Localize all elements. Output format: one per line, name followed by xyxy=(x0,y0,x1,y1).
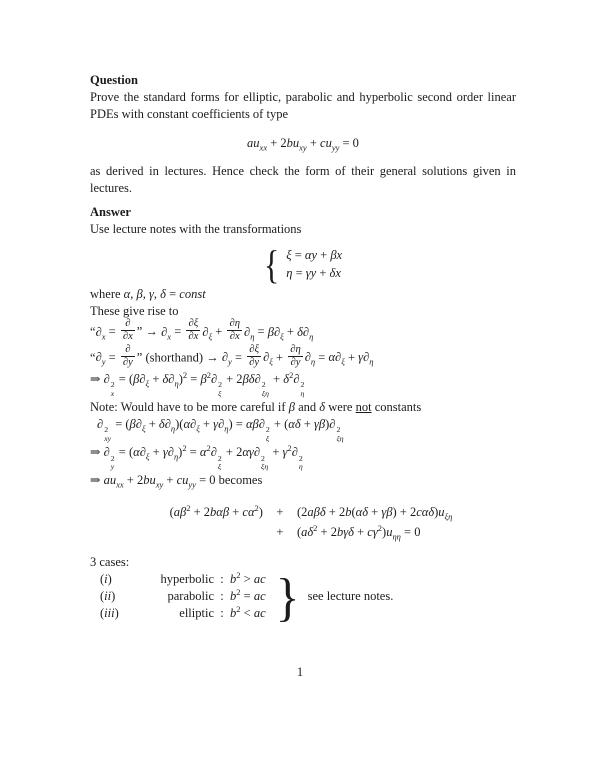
case-name-hyperbolic: hyperbolic xyxy=(160,572,214,587)
pde-equation: $au_{xx} + 2bu_{xy} + cu_{yy} = 0$ xyxy=(247,136,359,153)
where-constants-line: where α, β, γ, δ = const xyxy=(90,287,206,302)
transformed-eq-empty-cell xyxy=(170,524,263,541)
case-condition-elliptic: $b^2$ < ac xyxy=(230,604,266,621)
answer-heading: Answer xyxy=(90,205,131,219)
page-content xyxy=(90,72,516,627)
derivation-line-dy: “$\partial_y$ = $\frac{\partial}{\partial y}$ ” (shorthand) → $\partial_y$ = $\frac{\partial\xi}{\partial y}$ $\partial_\xi$ + $\frac{\partial\eta}{\partial y}$ $\partial_\eta = \alpha\partial_\xi + \gamma\partial_\eta$ xyxy=(90,343,374,368)
derivation-intro: These give rise to xyxy=(90,304,179,319)
transformed-eq-term1: $(a\beta^2 + 2b\alpha\beta + c\alpha^2)$ xyxy=(169,503,263,520)
case-name-parabolic: parabolic xyxy=(167,589,214,604)
transformed-eq-term3: $(a\delta^2 + 2b\gamma\delta + c\gamma^2)u_{\eta\eta} = 0$ xyxy=(296,523,421,542)
derivation-line-dy2: ⇒ ∂ 2 y = $(\alpha\partial_\xi + \gamma\partial_\eta)^2 = \alpha^2\partial$ 2 ξ + 2αγ∂ 2 ξη + $\gamma^2\partial$ 2 η xyxy=(90,443,303,472)
system-line-xi: ξ = αy + βx xyxy=(286,248,343,262)
case-colon-parabolic: : xyxy=(220,589,224,604)
case-name-elliptic: elliptic xyxy=(179,606,214,621)
question-heading: Question xyxy=(90,73,138,87)
question-outro: as derived in lectures. Hence check the form of their general solutions given in lectures. xyxy=(90,164,516,195)
system-lines xyxy=(286,246,342,282)
transformed-eq-term2: $(2a\beta\delta + 2b(\alpha\delta + \gamma\beta) + 2c\alpha\delta)u_{\xi\eta}$ xyxy=(296,505,453,522)
case-colon-hyperbolic: : xyxy=(220,572,224,587)
derivation-line-dxy: ∂ 2 xy = $(\beta\partial_\xi + \delta\partial_\eta)(\alpha\partial_\xi + \gamma\partial_\eta) = \alpha\beta\partial$ 2 ξ + (αδ + γβ)∂ 2 ξη xyxy=(97,417,344,444)
question-intro: Prove the standard forms for elliptic, parabolic and hyperbolic second order linear PDEs with constant coefficients of type xyxy=(90,90,516,121)
case-numeral-elliptic: (iii) xyxy=(100,606,119,621)
derivation-note: Note: Would have to be more careful if β and δ were not constants xyxy=(90,400,422,415)
transformation-system xyxy=(90,241,516,287)
derivation-line-becomes: ⇒ $au_{xx} + 2bu_{xy} + cu_{yy} = 0$ becomes xyxy=(90,473,263,490)
case-numeral-hyperbolic: (i) xyxy=(100,572,112,587)
transformed-equation xyxy=(170,504,453,541)
answer-intro: Use lecture notes with the transformations xyxy=(90,222,302,236)
derivation-line-dx2: ⇒ ∂ 2 x = $(\beta\partial_\xi + \delta\partial_\eta)^2 = \beta^2\partial$ 2 ξ + 2βδ∂ 2 ξη + $\delta^2\partial$ 2 η xyxy=(90,369,305,399)
case-condition-hyperbolic: $b^2$ > ac xyxy=(230,570,266,587)
transformed-eq-plus1: + xyxy=(276,505,284,520)
transformed-eq-plus2: + xyxy=(276,525,284,540)
system-line-eta: η = γy + δx xyxy=(286,266,341,281)
left-brace: { xyxy=(263,241,280,287)
cases-note: see lecture notes. xyxy=(307,589,394,604)
right-brace: } xyxy=(275,567,300,627)
cases-label: 3 cases: xyxy=(90,555,130,570)
derivation-line-dx: “$\partial_x$ = $\frac{\partial}{\partial x}$ ” → $\partial_x$ = $\frac{\partial\xi}{\partial x}$ $\partial_\xi$ + $\frac{\partial\eta}{\partial x}$ $\partial_\eta = \beta\partial_\xi + \delta\partial_\eta$ xyxy=(90,318,314,343)
page-number: 1 xyxy=(296,665,304,679)
case-colon-elliptic: : xyxy=(220,606,224,621)
cases-block xyxy=(100,567,516,627)
case-numeral-parabolic: (ii) xyxy=(100,589,116,604)
case-condition-parabolic: $b^2$ = ac xyxy=(230,587,266,604)
cases-grid xyxy=(100,571,266,622)
